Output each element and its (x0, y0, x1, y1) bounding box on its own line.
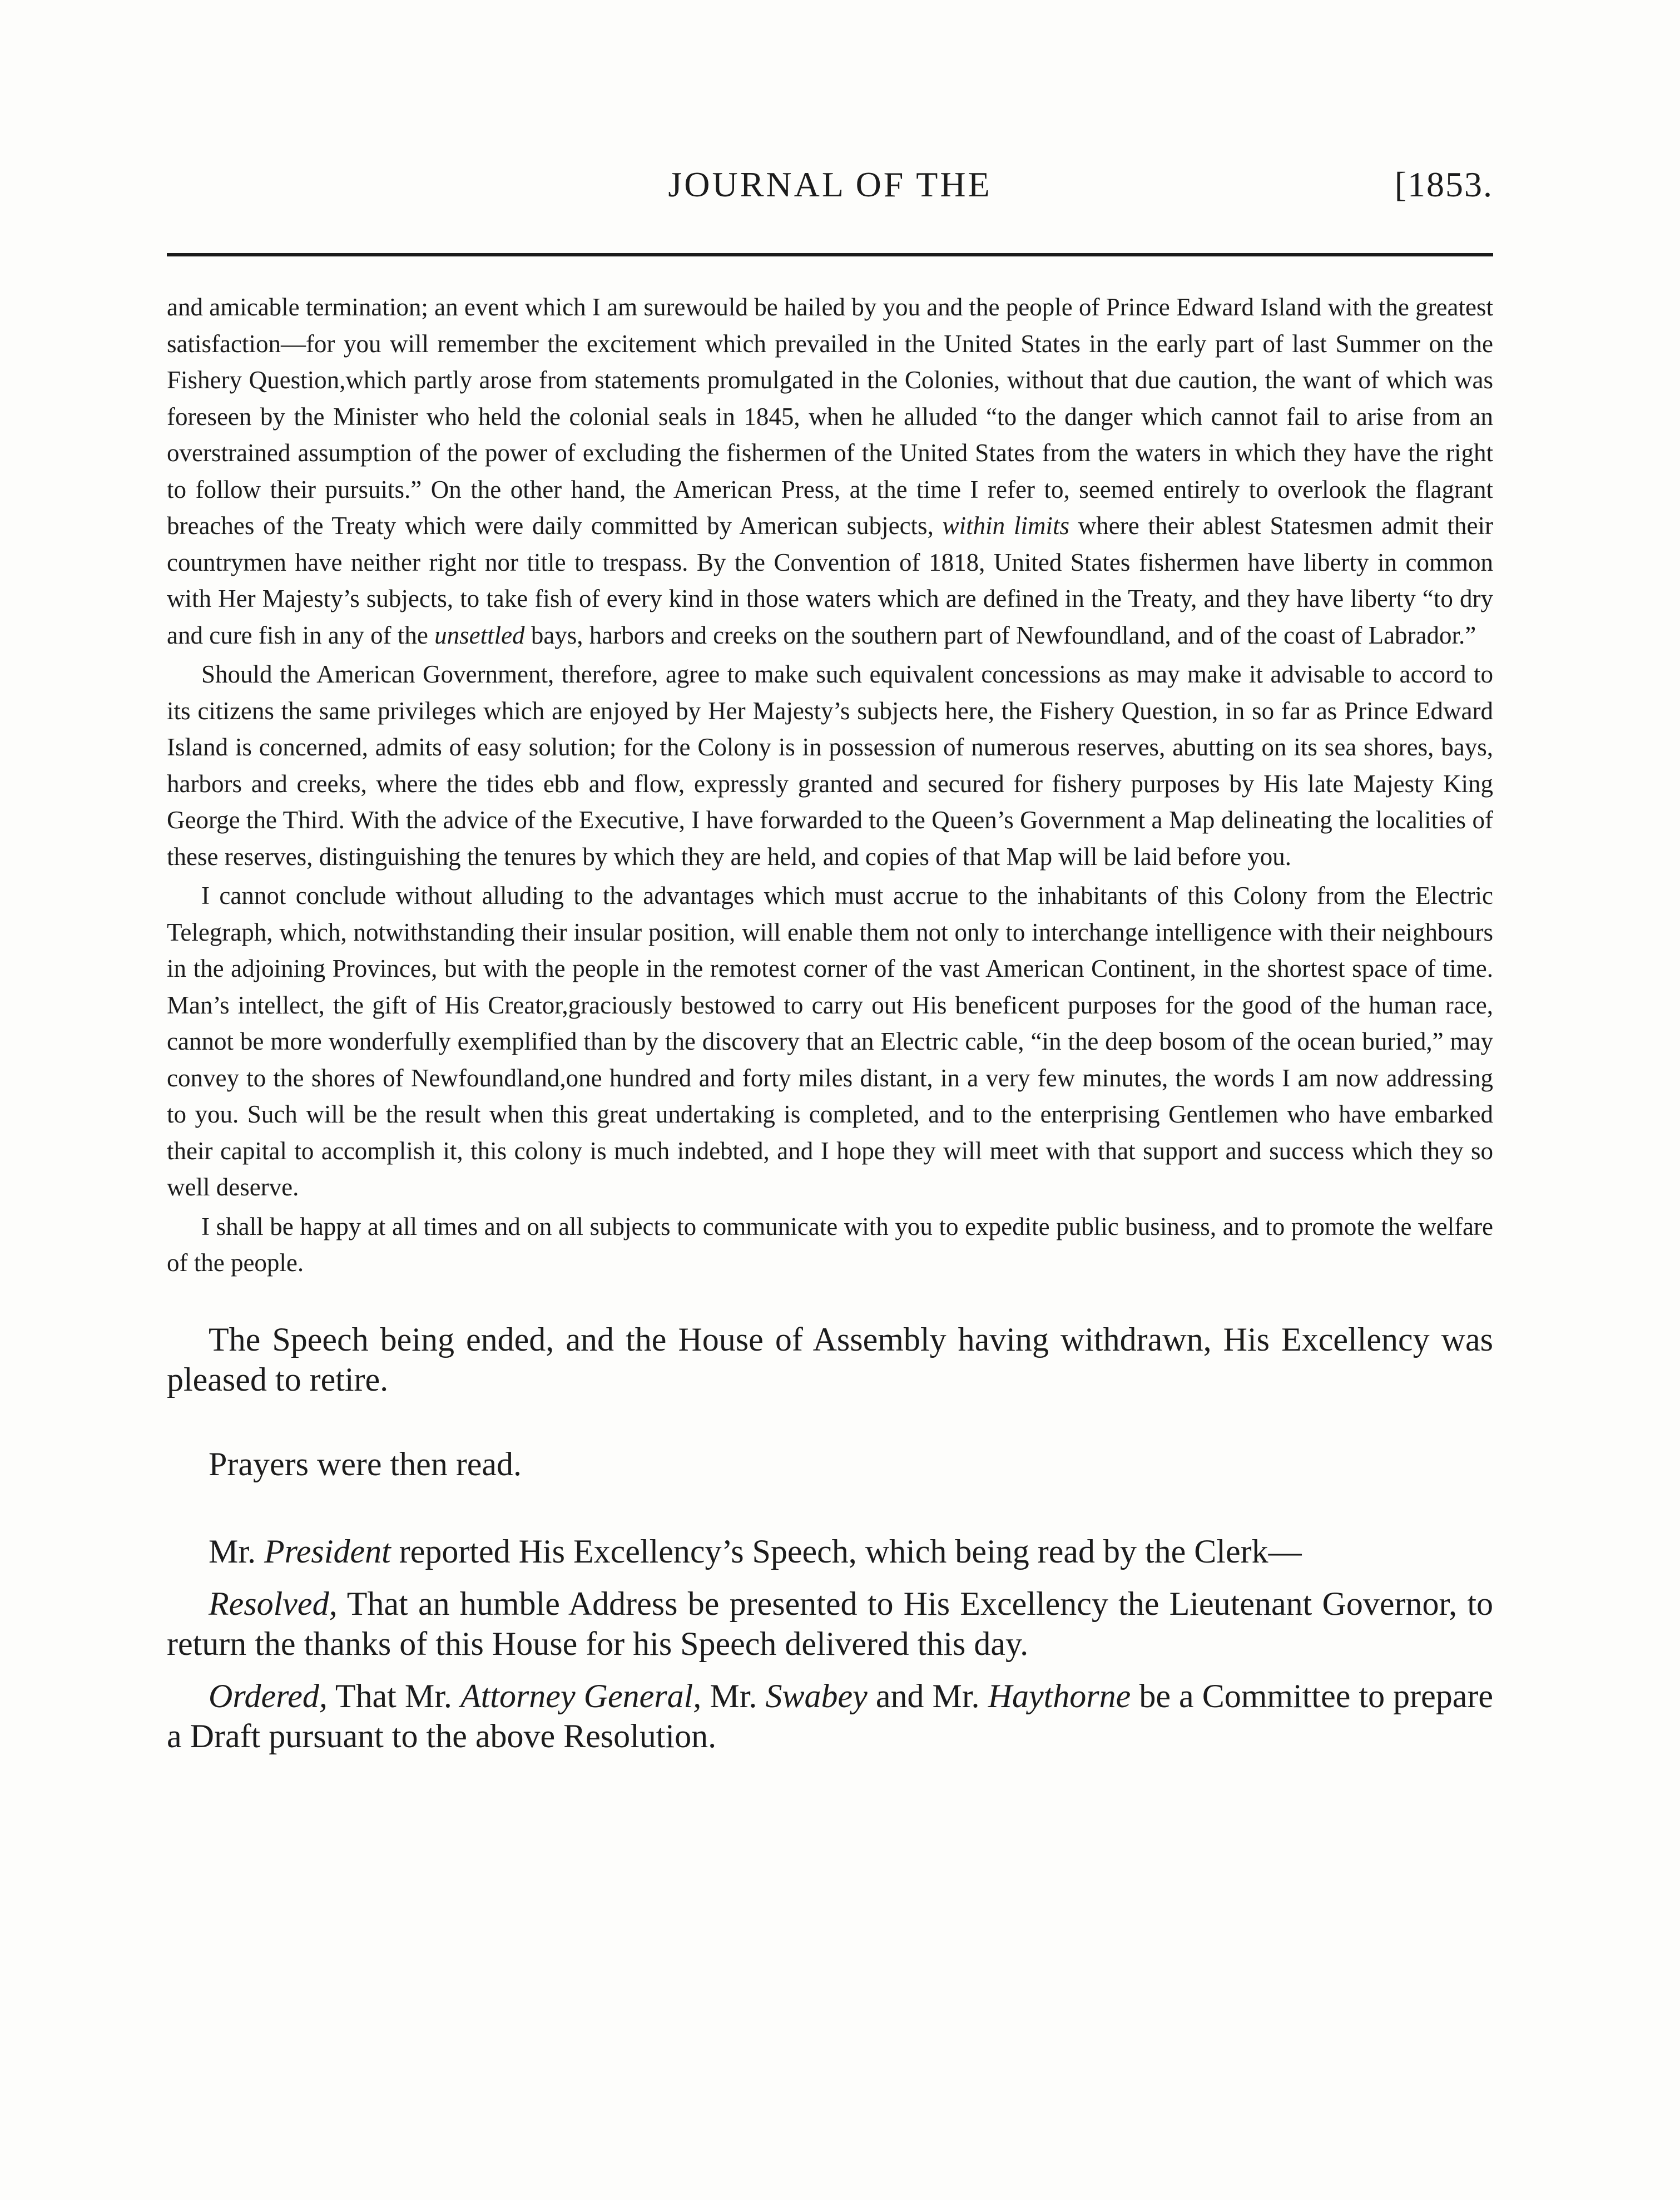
speech-paragraph-telegraph: I cannot conclude without alluding to the advantages which must accrue to the inhabitants of this Colony from the Electric Telegraph, which, notwithstanding their insular position, will enable them not only to interchange intelligence with their neighbours in the adjoining Provinces, but with the people in the remotest corner of the vast American Continent, in the shortest space of time. Man’s intellect, the gift of His Creator,graciously bestowed to carry out His beneficent purposes for the good of the human race, cannot be more wonderfully exemplified than by the discovery that an Electric cable, “in the deep bosom of the ocean buried,” may convey to the shores of Newfoundland,one hundred and forty miles distant, in a very few minutes, the words I am now addressing to you. Such will be the result when this great undertaking is completed, and to the enterprising Gentlemen who have embarked their capital to accomplish it, this colony is much indebted, and I hope they will meet with that support and success which they so well deserve. (167, 882, 1493, 1201)
emphasis-unsettled: unsettled (434, 621, 525, 649)
page-year: [1853. (1394, 165, 1493, 204)
ordered-paragraph: Ordered, That Mr. Attorney General, Mr. Swabey and Mr. Haythorne be a Committee to prepare a Draft pursuant to the above Resolution. (167, 1677, 1494, 1754)
emphasis-haythorne: Haythorne (988, 1677, 1131, 1714)
speech-ended-paragraph: The Speech being ended, and the House of Assembly having withdrawn, His Excellency was pleased to retire. (167, 1321, 1493, 1398)
emphasis-resolved: Resolved, (209, 1585, 338, 1622)
speech-paragraph-fishery-question: and amicable termination; an event which I am surewould be hailed by you and the people of Prince Edward Island with the greatest satisfaction—for you will remember the excitement which prevailed in the United States in the early part of last Summer on the Fishery Question,which partly arose from statements promulgated in the Colonies, without that due caution, the want of which was foreseen by the Minister who held the colonial seals in 1845, when he alluded “to the danger which cannot fail to arise from an overstrained assumption of the power of excluding the fishermen of the United States from the waters in which they have the right to follow their pursuits.” On the other hand, the American Press, at the time I refer to, seemed entirely to overlook the flagrant breaches of the Treaty which were daily committed by American subjects, within limits where their ablest Statesmen admit their countrymen have neither right nor title to trespass. By the Convention of 1818, United States fishermen have liberty in common with Her Majesty’s subjects, to take fish of every kind in those waters which are defined in the Treaty, and they have liberty “to dry and cure fish in any of the unsettled bays, harbors and creeks on the southern part of Newfoundland, and of the coast of Labrador.” (167, 293, 1494, 649)
president-report-paragraph: Mr. President reported His Excellency’s Speech, which being read by the Clerk— (209, 1532, 1302, 1570)
speech-paragraph-closing: I shall be happy at all times and on all subjects to communicate with you to expedite public business, and to promote the welfare of the people. (167, 1212, 1493, 1277)
prayers-paragraph: Prayers were then read. (209, 1445, 522, 1482)
header-rule (167, 253, 1493, 256)
emphasis-swabey: Swabey (765, 1677, 868, 1714)
emphasis-ordered: Ordered, (209, 1677, 328, 1714)
page-body (167, 289, 1493, 1756)
running-title: JOURNAL OF THE (668, 165, 992, 204)
emphasis-president: President (264, 1532, 391, 1570)
running-head (167, 162, 1493, 212)
emphasis-attorney-general: Attorney General, (460, 1677, 702, 1714)
speech-paragraph-reserves: Should the American Government, therefore, agree to make such equivalent concessions as may make it advisable to accord to its citizens the same privileges which are enjoyed by Her Majesty’s subjects here, the Fishery Question, in so far as Prince Edward Island is concerned, admits of easy solution; for the Colony is in possession of numerous reserves, abutting on its sea shores, bays, harbors and creeks, where the tides ebb and flow, expressly granted and secured for fishery purposes by His late Majesty King George the Third. With the advice of the Executive, I have forwarded to the Queen’s Government a Map delineating the localities of these reserves, distinguishing the tenures by which they are held, and copies of that Map will be laid before you. (167, 660, 1493, 871)
resolved-paragraph: Resolved, That an humble Address be presented to His Excellency the Lieutenant Governor, to return the thanks of this House for his Speech delivered this day. (167, 1585, 1494, 1662)
emphasis-within-limits: within limits (942, 512, 1069, 540)
